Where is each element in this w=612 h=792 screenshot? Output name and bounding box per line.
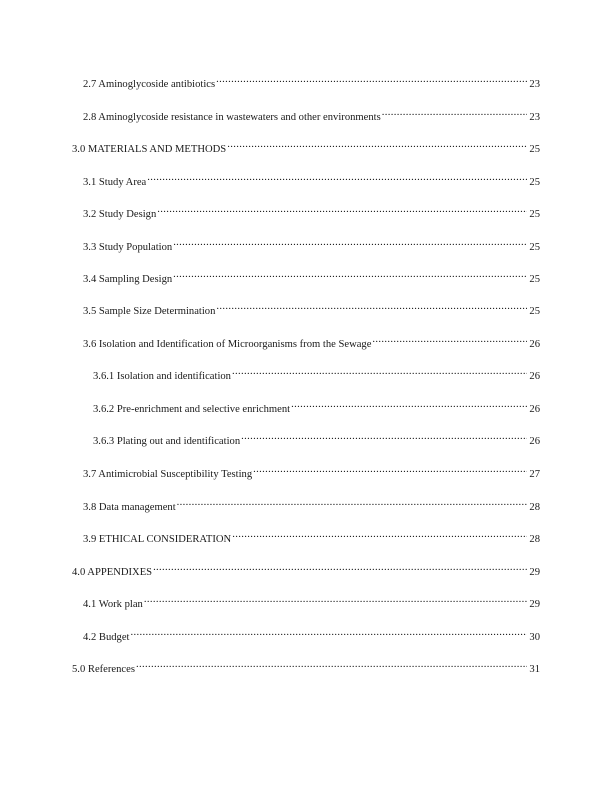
dot-leader bbox=[153, 561, 527, 575]
toc-page-number: 25 bbox=[529, 144, 540, 155]
dot-leader bbox=[136, 658, 527, 672]
dot-leader bbox=[157, 203, 527, 217]
dot-leader bbox=[144, 593, 527, 607]
dot-leader bbox=[372, 333, 527, 347]
toc-page-number: 26 bbox=[529, 339, 540, 350]
toc-page-number: 29 bbox=[529, 567, 540, 578]
toc-entry[interactable] bbox=[72, 398, 540, 415]
toc-page-number: 28 bbox=[529, 502, 540, 513]
toc-entry-label[interactable]: 3.5 Sample Size Determination bbox=[83, 306, 216, 317]
dot-leader bbox=[131, 626, 528, 640]
toc-page-number: 27 bbox=[529, 469, 540, 480]
toc-page-number: 25 bbox=[529, 274, 540, 285]
toc-entry[interactable] bbox=[72, 496, 540, 513]
toc-entry-label[interactable]: 3.2 Study Design bbox=[83, 209, 157, 220]
toc-entry[interactable] bbox=[72, 333, 540, 350]
dot-leader bbox=[216, 73, 527, 87]
toc-entry-label[interactable]: 3.6.3 Plating out and identification bbox=[93, 436, 241, 447]
toc-entry-label[interactable]: 3.6.2 Pre-enrichment and selective enrichment bbox=[93, 404, 291, 415]
dot-leader bbox=[253, 463, 527, 477]
toc-page-number: 23 bbox=[529, 79, 540, 90]
toc-page-number: 26 bbox=[529, 404, 540, 415]
toc-entry[interactable] bbox=[72, 171, 540, 188]
dot-leader bbox=[173, 268, 527, 282]
toc-entry[interactable] bbox=[72, 626, 540, 643]
toc-entry-label[interactable]: 2.7 Aminoglycoside antibiotics bbox=[83, 79, 216, 90]
dot-leader bbox=[291, 398, 527, 412]
toc-entry[interactable] bbox=[72, 236, 540, 253]
toc-entry-label[interactable]: 3.3 Study Population bbox=[83, 242, 173, 253]
toc-entry-label[interactable]: 5.0 References bbox=[72, 664, 135, 675]
toc-entry-label[interactable]: 2.8 Aminoglycoside resistance in wastewaters and other environments bbox=[83, 112, 381, 123]
toc-entry-label[interactable]: 3.8 Data management bbox=[83, 502, 176, 513]
dot-leader bbox=[216, 300, 527, 314]
dot-leader bbox=[147, 171, 527, 185]
toc-entry-label[interactable]: 3.6.1 Isolation and identification bbox=[93, 371, 231, 382]
toc-entry-label[interactable]: 3.9 ETHICAL CONSIDERATION bbox=[83, 534, 232, 545]
toc-entry-label[interactable]: 4.1 Work plan bbox=[83, 599, 143, 610]
toc-entry[interactable] bbox=[72, 300, 540, 317]
toc-entry-label[interactable]: 3.0 MATERIALS AND METHODS bbox=[72, 144, 227, 155]
toc-page-number: 25 bbox=[529, 209, 540, 220]
dot-leader bbox=[173, 236, 527, 250]
toc-entry[interactable] bbox=[72, 268, 540, 285]
toc-entry-label[interactable]: 4.0 APPENDIXES bbox=[72, 567, 153, 578]
toc-page-number: 25 bbox=[529, 177, 540, 188]
toc-entry[interactable] bbox=[72, 430, 540, 447]
toc-entry[interactable] bbox=[72, 463, 540, 480]
toc-entry[interactable] bbox=[72, 561, 540, 578]
toc-page-number: 25 bbox=[529, 242, 540, 253]
toc-entry-label[interactable]: 3.6 Isolation and Identification of Microorganisms from the Sewage bbox=[83, 339, 372, 350]
dot-leader bbox=[232, 528, 527, 542]
toc-entry[interactable] bbox=[72, 528, 540, 545]
toc-page-number: 31 bbox=[529, 664, 540, 675]
toc-entry[interactable] bbox=[72, 593, 540, 610]
toc-page-number: 28 bbox=[529, 534, 540, 545]
toc-page-number: 25 bbox=[529, 306, 540, 317]
dot-leader bbox=[241, 430, 527, 444]
toc-entry-label[interactable]: 3.4 Sampling Design bbox=[83, 274, 173, 285]
toc-entry-label[interactable]: 3.1 Study Area bbox=[83, 177, 147, 188]
toc-entry[interactable] bbox=[72, 73, 540, 90]
toc-entry[interactable] bbox=[72, 106, 540, 123]
toc-entry[interactable] bbox=[72, 203, 540, 220]
dot-leader bbox=[382, 106, 527, 120]
toc-entry-label[interactable]: 4.2 Budget bbox=[83, 632, 130, 643]
toc-page-number: 26 bbox=[529, 371, 540, 382]
toc-page-number: 23 bbox=[529, 112, 540, 123]
toc-page-number: 29 bbox=[529, 599, 540, 610]
dot-leader bbox=[177, 496, 527, 510]
toc-entry[interactable] bbox=[72, 365, 540, 382]
toc-entry-label[interactable]: 3.7 Antimicrobial Susceptibility Testing bbox=[83, 469, 253, 480]
toc-entry[interactable] bbox=[72, 658, 540, 675]
dot-leader bbox=[232, 365, 527, 379]
toc-page-number: 26 bbox=[529, 436, 540, 447]
toc-page-number: 30 bbox=[529, 632, 540, 643]
dot-leader bbox=[227, 138, 527, 152]
toc-entry[interactable] bbox=[72, 138, 540, 155]
